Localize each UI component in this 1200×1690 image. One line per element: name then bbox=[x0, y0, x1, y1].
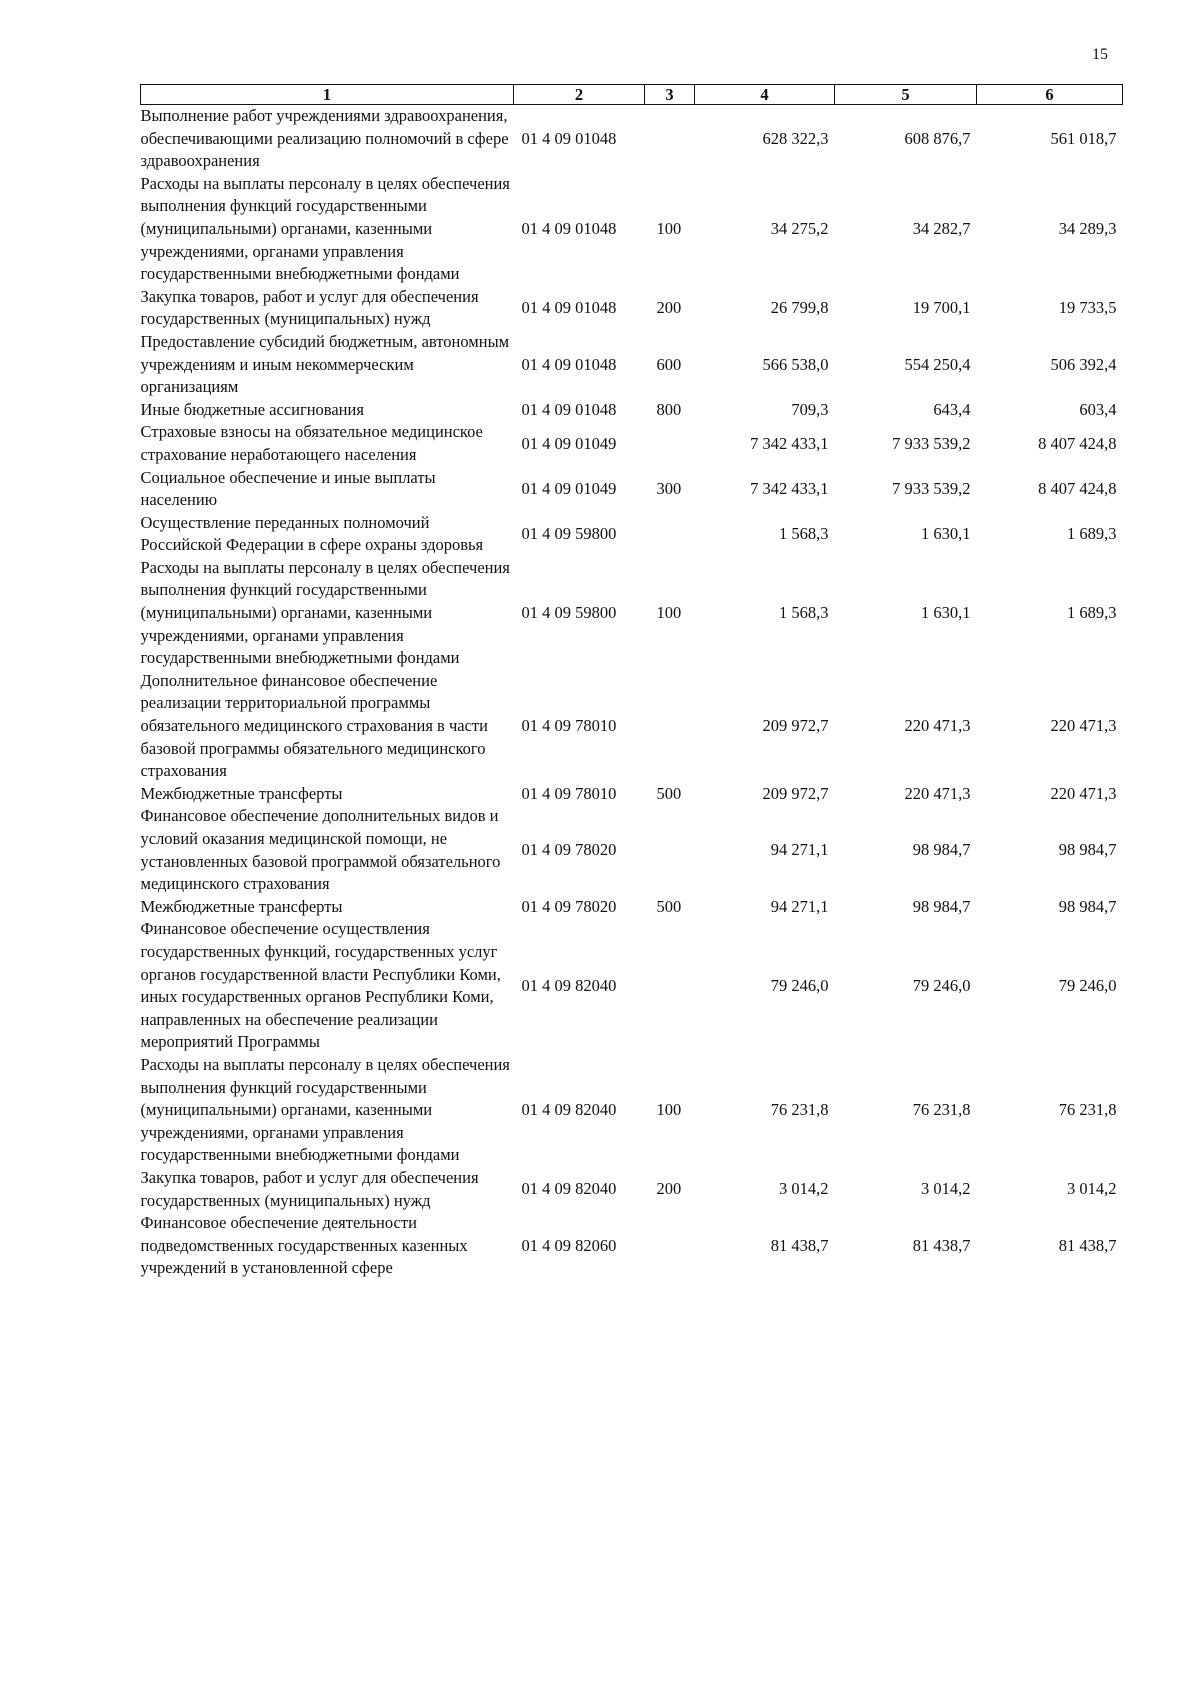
row-code: 01 4 09 01048 bbox=[521, 354, 617, 374]
row-expense-type bbox=[645, 805, 695, 895]
row-name: Выполнение работ учреждениями здравоохранения, обеспечивающими реализацию полномочий в сфере здравоохранения bbox=[140, 106, 509, 171]
row-value-col5: 98 984,7 bbox=[912, 840, 971, 860]
row-value-col6: 81 438,7 bbox=[1058, 1235, 1117, 1255]
row-value-col5: 3 014,2 bbox=[921, 1179, 971, 1199]
row-value-col6: 1 689,3 bbox=[1067, 603, 1117, 623]
column-header-1: 1 bbox=[141, 85, 514, 105]
row-value-col6: 603,4 bbox=[1079, 399, 1117, 419]
row-value-col6: 8 407 424,8 bbox=[1038, 478, 1117, 498]
row-name: Иные бюджетные ассигнования bbox=[140, 399, 364, 419]
row-expense-type bbox=[645, 918, 695, 1054]
row-value-col4: 7 342 433,1 bbox=[750, 433, 829, 453]
row-code: 01 4 09 78010 bbox=[521, 783, 617, 803]
row-value-col5: 79 246,0 bbox=[912, 975, 971, 995]
row-value-col6: 220 471,3 bbox=[1050, 716, 1117, 736]
row-expense-type: 500 bbox=[656, 783, 682, 803]
row-value-col6: 506 392,4 bbox=[1050, 354, 1117, 374]
row-expense-type: 200 bbox=[656, 298, 682, 318]
table-row bbox=[141, 805, 1123, 895]
budget-table bbox=[140, 84, 1123, 1280]
row-name: Финансовое обеспечение осуществления государственных функций, государственных услуг органов государственной власти Республики Коми, иных государственных органов Республики Коми, направленных на обеспечение реализации мероприятий Программы bbox=[140, 919, 501, 1052]
row-code: 01 4 09 01049 bbox=[521, 478, 617, 498]
column-header-6: 6 bbox=[977, 85, 1123, 105]
row-value-col5: 19 700,1 bbox=[912, 298, 971, 318]
table-row bbox=[141, 105, 1123, 173]
row-value-col4: 1 568,3 bbox=[779, 603, 829, 623]
table-row bbox=[141, 918, 1123, 1054]
table-row bbox=[141, 1054, 1123, 1167]
row-expense-type: 100 bbox=[656, 1100, 682, 1120]
table-row bbox=[141, 896, 1123, 919]
row-value-col4: 3 014,2 bbox=[779, 1179, 829, 1199]
row-value-col6: 1 689,3 bbox=[1067, 523, 1117, 543]
row-code: 01 4 09 59800 bbox=[521, 523, 617, 543]
row-value-col5: 643,4 bbox=[933, 399, 971, 419]
row-value-col4: 26 799,8 bbox=[770, 298, 829, 318]
row-name: Осуществление переданных полномочий Российской Федерации в сфере охраны здоровья bbox=[140, 512, 484, 555]
row-value-col4: 1 568,3 bbox=[779, 523, 829, 543]
row-value-col4: 566 538,0 bbox=[762, 354, 829, 374]
table-row bbox=[141, 1212, 1123, 1280]
table-row bbox=[141, 557, 1123, 670]
row-value-col5: 76 231,8 bbox=[912, 1100, 971, 1120]
row-name: Межбюджетные трансферты bbox=[140, 896, 343, 916]
row-value-col6: 220 471,3 bbox=[1050, 783, 1117, 803]
row-value-col4: 628 322,3 bbox=[762, 128, 829, 148]
row-code: 01 4 09 01048 bbox=[521, 128, 617, 148]
row-code: 01 4 09 01048 bbox=[521, 218, 617, 238]
row-value-col5: 98 984,7 bbox=[912, 896, 971, 916]
row-expense-type: 800 bbox=[656, 399, 682, 419]
row-code: 01 4 09 59800 bbox=[521, 603, 617, 623]
row-name: Финансовое обеспечение дополнительных видов и условий оказания медицинской помощи, не установленных базовой программой обязательного медицинского страхования bbox=[140, 806, 501, 894]
row-name: Закупка товаров, работ и услуг для обеспечения государственных (муниципальных) нужд bbox=[140, 286, 479, 329]
table-row bbox=[141, 467, 1123, 512]
row-value-col6: 98 984,7 bbox=[1058, 840, 1117, 860]
table-row bbox=[141, 173, 1123, 286]
table-header bbox=[141, 85, 1123, 105]
row-value-col5: 7 933 539,2 bbox=[892, 478, 971, 498]
row-value-col5: 1 630,1 bbox=[921, 603, 971, 623]
row-value-col6: 98 984,7 bbox=[1058, 896, 1117, 916]
table-row bbox=[141, 331, 1123, 399]
row-expense-type: 500 bbox=[656, 896, 682, 916]
row-expense-type: 100 bbox=[656, 603, 682, 623]
row-value-col5: 554 250,4 bbox=[904, 354, 971, 374]
row-expense-type: 600 bbox=[656, 354, 682, 374]
row-expense-type: 100 bbox=[656, 218, 682, 238]
table-row bbox=[141, 512, 1123, 557]
table-row bbox=[141, 421, 1123, 466]
row-value-col6: 3 014,2 bbox=[1067, 1179, 1117, 1199]
row-value-col4: 709,3 bbox=[791, 399, 829, 419]
row-name: Расходы на выплаты персоналу в целях обеспечения выполнения функций государственными (муниципальными) органами, казенными учреждениями, органами управления государственными внебюджетными фондами bbox=[140, 173, 510, 284]
row-value-col4: 79 246,0 bbox=[770, 975, 829, 995]
row-value-col4: 94 271,1 bbox=[770, 840, 829, 860]
row-value-col5: 220 471,3 bbox=[904, 783, 971, 803]
row-name: Дополнительное финансовое обеспечение реализации территориальной программы обязательного медицинского страхования в части базовой программы обязательного медицинского страхования bbox=[140, 670, 488, 781]
row-expense-type: 200 bbox=[656, 1179, 682, 1199]
row-value-col6: 79 246,0 bbox=[1058, 975, 1117, 995]
row-value-col6: 76 231,8 bbox=[1058, 1100, 1117, 1120]
row-value-col6: 34 289,3 bbox=[1058, 218, 1117, 238]
row-value-col5: 608 876,7 bbox=[904, 128, 971, 148]
row-value-col6: 19 733,5 bbox=[1058, 298, 1117, 318]
header-row bbox=[141, 85, 1123, 105]
table-body bbox=[141, 105, 1123, 1280]
row-code: 01 4 09 78020 bbox=[521, 896, 617, 916]
row-value-col5: 81 438,7 bbox=[912, 1235, 971, 1255]
page-number: 15 bbox=[1092, 46, 1108, 63]
row-expense-type bbox=[645, 105, 695, 173]
table-row bbox=[141, 1167, 1123, 1212]
row-value-col4: 7 342 433,1 bbox=[750, 478, 829, 498]
row-code: 01 4 09 82040 bbox=[521, 975, 617, 995]
row-expense-type: 300 bbox=[656, 478, 682, 498]
row-name: Межбюджетные трансферты bbox=[140, 783, 343, 803]
row-value-col4: 81 438,7 bbox=[770, 1235, 829, 1255]
column-header-3: 3 bbox=[645, 85, 695, 105]
row-name: Закупка товаров, работ и услуг для обеспечения государственных (муниципальных) нужд bbox=[140, 1167, 479, 1210]
row-value-col5: 7 933 539,2 bbox=[892, 433, 971, 453]
row-code: 01 4 09 78020 bbox=[521, 840, 617, 860]
row-code: 01 4 09 82040 bbox=[521, 1179, 617, 1199]
row-value-col5: 220 471,3 bbox=[904, 716, 971, 736]
row-expense-type bbox=[645, 512, 695, 557]
table-row bbox=[141, 783, 1123, 806]
row-code: 01 4 09 01049 bbox=[521, 433, 617, 453]
row-expense-type bbox=[645, 670, 695, 783]
row-expense-type bbox=[645, 421, 695, 466]
row-code: 01 4 09 01048 bbox=[521, 399, 617, 419]
row-value-col4: 209 972,7 bbox=[762, 783, 829, 803]
row-expense-type bbox=[645, 1212, 695, 1280]
row-value-col5: 1 630,1 bbox=[921, 523, 971, 543]
row-value-col4: 34 275,2 bbox=[770, 218, 829, 238]
row-value-col4: 76 231,8 bbox=[770, 1100, 829, 1120]
table-row bbox=[141, 286, 1123, 331]
table-row bbox=[141, 399, 1123, 422]
row-value-col6: 561 018,7 bbox=[1050, 128, 1117, 148]
column-header-4: 4 bbox=[695, 85, 835, 105]
row-value-col4: 209 972,7 bbox=[762, 716, 829, 736]
row-value-col6: 8 407 424,8 bbox=[1038, 433, 1117, 453]
row-name: Социальное обеспечение и иные выплаты населению bbox=[140, 467, 436, 510]
row-code: 01 4 09 82060 bbox=[521, 1235, 617, 1255]
row-name: Финансовое обеспечение деятельности подведомственных государственных казенных учреждений в установленной сфере bbox=[140, 1213, 468, 1278]
column-header-2: 2 bbox=[514, 85, 645, 105]
row-name: Предоставление субсидий бюджетным, автономным учреждениям и иным некоммерческим организациям bbox=[140, 331, 510, 397]
table-row bbox=[141, 670, 1123, 783]
row-code: 01 4 09 01048 bbox=[521, 298, 617, 318]
column-header-5: 5 bbox=[835, 85, 977, 105]
row-name: Расходы на выплаты персоналу в целях обеспечения выполнения функций государственными (муниципальными) органами, казенными учреждениями, органами управления государственными внебюджетными фондами bbox=[140, 557, 510, 668]
row-code: 01 4 09 82040 bbox=[521, 1100, 617, 1120]
row-code: 01 4 09 78010 bbox=[521, 716, 617, 736]
row-name: Расходы на выплаты персоналу в целях обеспечения выполнения функций государственными (муниципальными) органами, казенными учреждениями, органами управления государственными внебюджетными фондами bbox=[140, 1054, 510, 1165]
row-name: Страховые взносы на обязательное медицинское страхование неработающего населения bbox=[140, 422, 483, 464]
row-value-col5: 34 282,7 bbox=[912, 218, 971, 238]
row-value-col4: 94 271,1 bbox=[770, 896, 829, 916]
